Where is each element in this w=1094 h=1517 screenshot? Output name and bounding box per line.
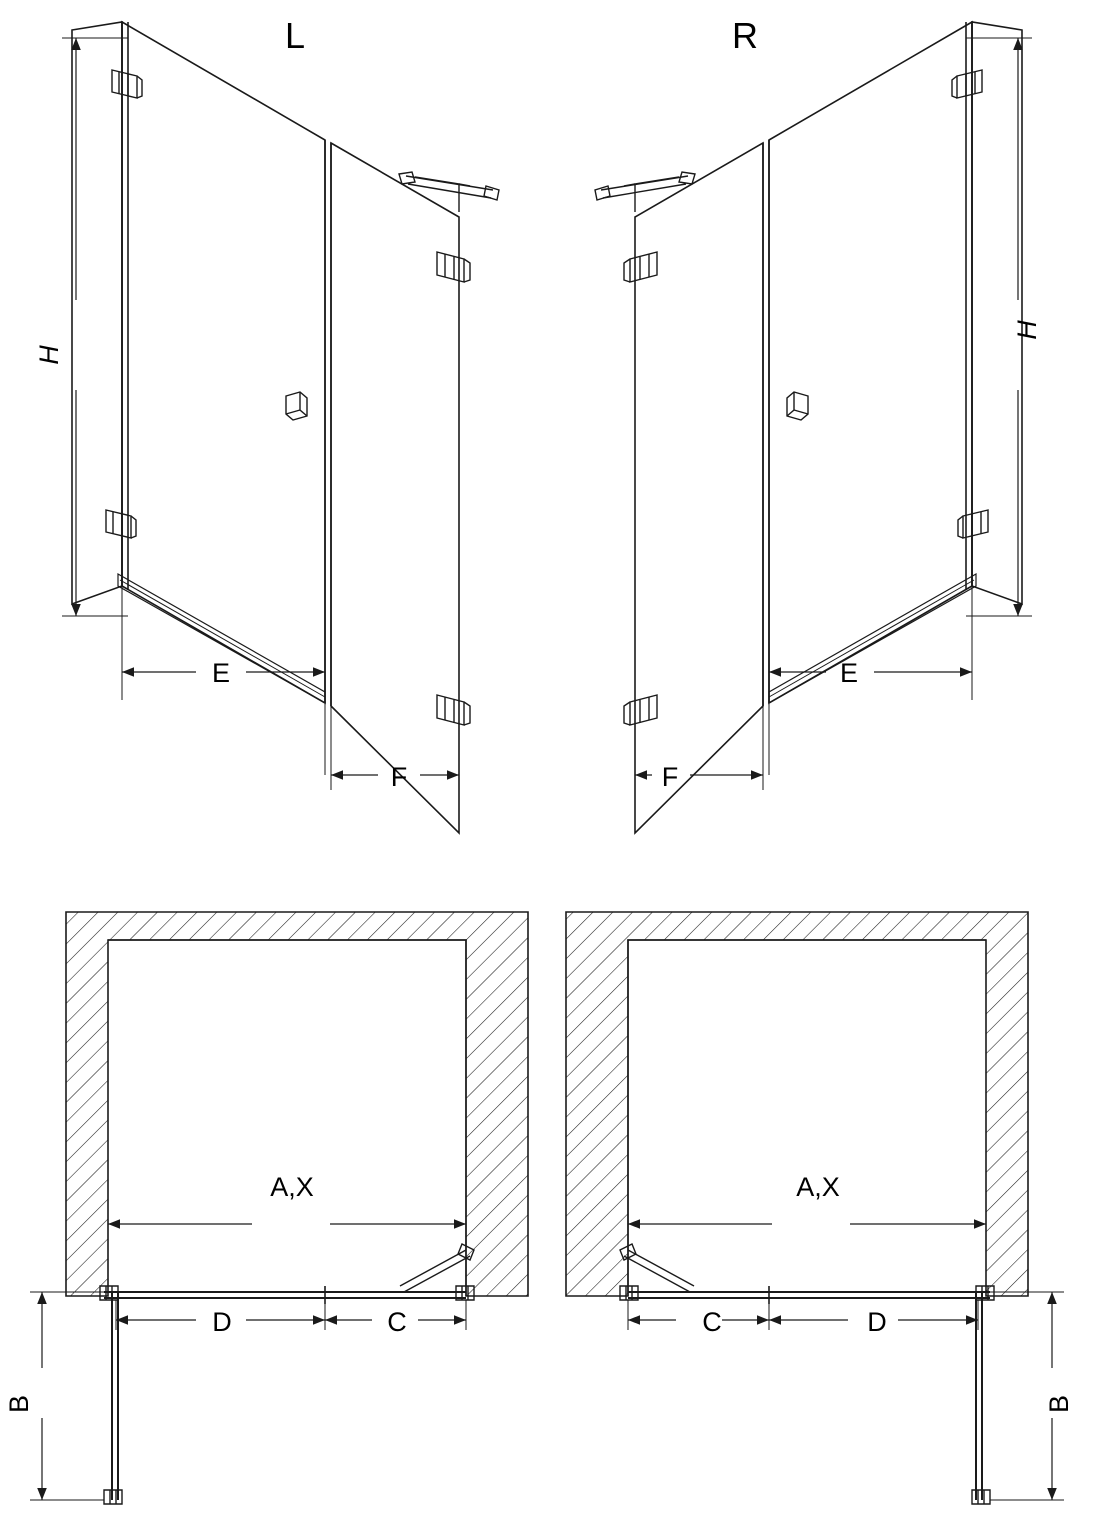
dim-label-f-left: F <box>390 762 408 792</box>
dim-label-ax-left: A,X <box>270 1172 314 1202</box>
hinge-icon <box>437 695 470 725</box>
stabilizer-bar <box>620 1244 694 1292</box>
variant-label-right: R <box>732 15 758 56</box>
dim-label-e-right: E <box>839 658 859 688</box>
stabilizer-bar <box>399 172 499 212</box>
hinge-icon <box>437 252 470 282</box>
dim-label-h-right: H <box>1012 320 1042 340</box>
hinge-icon <box>112 70 142 98</box>
hinge-icon <box>624 252 657 282</box>
variant-label-left: L <box>284 15 306 56</box>
dim-label-b-left: B <box>4 1394 34 1414</box>
dim-label-f-right: F <box>661 762 679 792</box>
dim-label-ax-right: A,X <box>796 1172 840 1202</box>
door-handle-icon <box>286 392 307 420</box>
dim-label-d-left: D <box>212 1307 232 1337</box>
hinge-icon <box>624 695 657 725</box>
elevation-right-view <box>595 22 1032 833</box>
stabilizer-bar <box>595 172 695 212</box>
plan-right-view <box>566 912 1064 1504</box>
dim-label-d-right: D <box>867 1307 887 1337</box>
door-handle-icon <box>787 392 808 420</box>
hinge-icon <box>958 510 988 538</box>
hinge-icon <box>106 510 136 538</box>
dim-label-c-right: C <box>702 1307 722 1337</box>
plan-left-view <box>30 912 528 1504</box>
dim-label-c-left: C <box>387 1307 407 1337</box>
dim-label-b-right: B <box>1044 1394 1074 1414</box>
elevation-left-view <box>62 22 499 833</box>
dim-label-h-left: H <box>34 345 64 365</box>
stabilizer-bar <box>400 1244 474 1292</box>
hinge-icon <box>952 70 982 98</box>
dim-label-e-left: E <box>211 658 231 688</box>
